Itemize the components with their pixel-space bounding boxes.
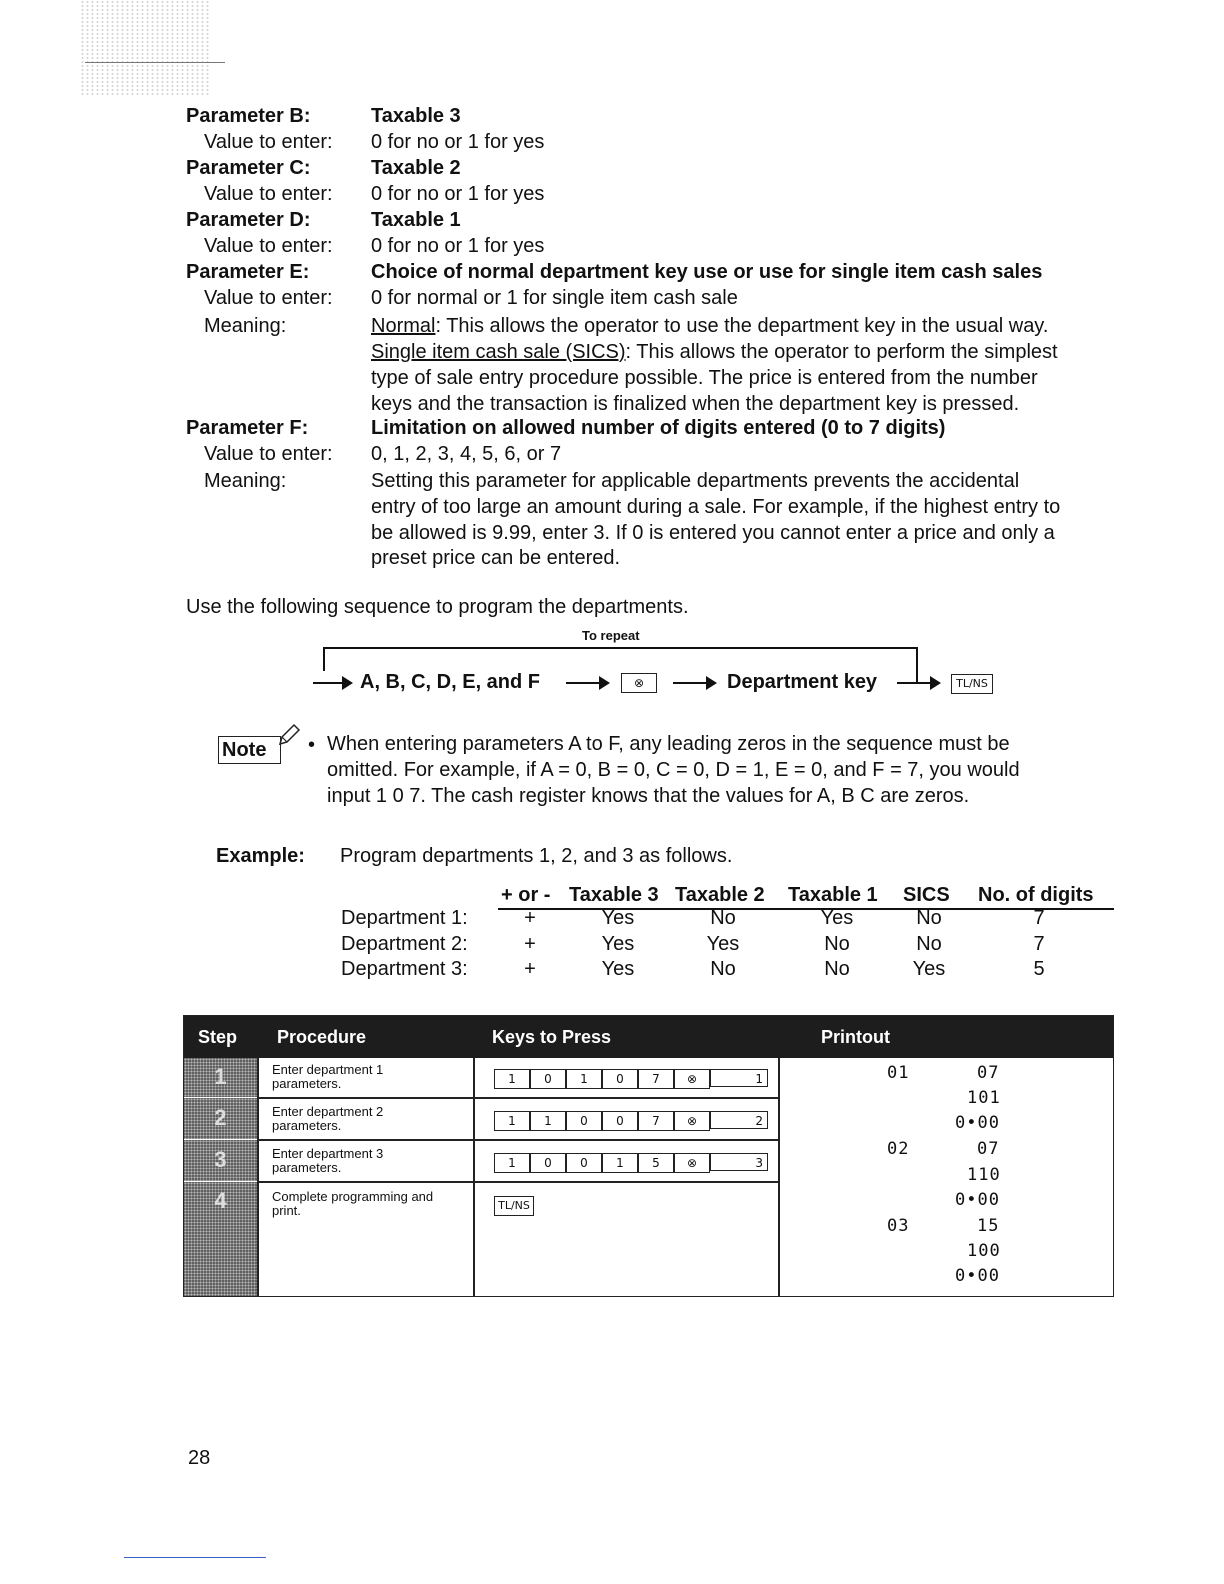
param-value: 0 for normal or 1 for single item cash sale [371,287,738,309]
dept-cell: No [916,933,942,955]
flow-step-params: A, B, C, D, E, and F [360,671,541,693]
row-divider [257,1097,778,1099]
param-value: 0 for no or 1 for yes [371,235,545,257]
dept-cell: 7 [1033,907,1045,929]
param-label: Value to enter: [204,235,333,257]
param-row [0,545,1224,571]
param-label: Parameter F: [186,417,309,439]
key-icon: 0 [602,1069,638,1089]
repeat-label: To repeat [582,628,640,643]
key-icon: 0 [530,1153,566,1173]
procedure-line: Enter department 3 [272,1146,384,1161]
key-icon: 1 [494,1069,530,1089]
key-icon: 1 [494,1153,530,1173]
key-icon: 1 [494,1111,530,1131]
key-icon: 1 [602,1153,638,1173]
param-value: 0, 1, 2, 3, 4, 5, 6, or 7 [371,443,562,465]
dept-cell: No [710,907,736,929]
dept-cell: + [524,958,536,980]
term-description: : This allows the operator to use the department key in the usual way. [435,315,1049,337]
param-value: Choice of normal department key use or use for single item cash sales [371,261,1043,283]
param-value: be allowed is 9.99, enter 3. If 0 is entered you cannot enter a price and only a [371,522,1055,544]
param-value: keys and the transaction is finalized when the department key is pressed. [371,393,1020,415]
header-underline [498,908,1114,910]
tlns-key-icon: TL/NS [951,674,993,694]
printout-left: 03 [887,1216,910,1236]
param-label: Parameter D: [186,209,311,231]
example-label: Example: [216,845,305,867]
header-procedure: Procedure [277,1027,367,1047]
arrow-icon [313,682,351,684]
printout-right: 07 [977,1139,1000,1159]
param-label: Parameter C: [186,157,311,179]
key-icon: 7 [638,1111,674,1131]
param-row [0,415,1224,441]
param-value [371,339,1058,365]
param-label: Value to enter: [204,287,333,309]
procedure-text [272,1105,383,1133]
printout-right: 0•00 [955,1113,1000,1133]
param-value: 0 for no or 1 for yes [371,131,545,153]
key-icon: 0 [530,1069,566,1089]
header-sics: SICS [903,884,950,906]
dept-cell: Yes [601,958,635,980]
note-line: input 1 0 7. The cash register knows that the values for A, B C are zeros. [327,785,970,807]
tlns-key-icon: TL/NS [494,1196,534,1216]
param-row [0,494,1224,520]
note-line: omitted. For example, if A = 0, B = 0, C = 0, D = 1, E = 0, and F = 7, you would [327,759,1020,781]
header-sign: + or - [501,884,551,906]
column-divider [778,1058,780,1296]
param-row [0,285,1224,311]
printout-right: 100 [967,1241,1001,1261]
header-taxable3: Taxable 3 [569,884,659,906]
param-value [371,313,1048,339]
printout-right: 15 [977,1216,1000,1236]
param-row [0,339,1224,365]
step-number: 3 [214,1147,227,1172]
dept-cell: No [710,958,736,980]
printout-left: 01 [887,1063,910,1083]
dept-cell: Yes [601,907,635,929]
multiply-key-icon: ⊗ [621,673,657,693]
param-row [0,520,1224,546]
param-value: Setting this parameter for applicable departments prevents the accidental [371,470,1020,492]
procedure-line: parameters. [272,1160,342,1175]
scan-speckle [80,0,210,95]
step-number: 2 [214,1105,227,1130]
page-number: 28 [188,1447,211,1469]
dept-cell: + [524,933,536,955]
procedure-line: Enter department 2 [272,1104,384,1119]
header-taxable1: Taxable 1 [788,884,878,906]
term-normal: Normal [371,315,436,337]
note-label: Note [218,736,281,764]
step-number: 4 [214,1188,227,1213]
header-keys: Keys to Press [492,1027,612,1047]
multiply-key-icon: ⊗ [674,1111,710,1131]
header-printout: Printout [821,1027,890,1047]
procedure-line: print. [272,1203,301,1218]
param-row [0,233,1224,259]
arrow-icon [673,682,715,684]
param-label: Meaning: [204,315,287,337]
param-value: Taxable 1 [371,209,461,231]
sequence-intro: Use the following sequence to program the departments. [186,596,689,618]
param-label: Value to enter: [204,443,333,465]
param-row [0,259,1224,285]
param-row [0,207,1224,233]
department-key-icon: 3 [710,1153,768,1171]
repeat-loop-top [323,647,917,649]
note-bullet: • [308,734,316,756]
dept-cell: Yes [706,933,740,955]
dept-cell: 7 [1033,933,1045,955]
arrow-icon [566,682,608,684]
dept-cell: Yes [912,958,946,980]
example-text: Program departments 1, 2, and 3 as follows. [340,845,733,867]
term-description: : This allows the operator to perform the simplest [625,341,1058,363]
procedure-line: parameters. [272,1076,342,1091]
dept-cell: Yes [820,907,854,929]
param-row [0,313,1224,339]
dept-row-label: Department 3: [341,958,468,980]
dept-cell: No [824,958,850,980]
param-label: Parameter B: [186,105,311,127]
printout-right: 101 [967,1088,1001,1108]
param-row [0,129,1224,155]
term-sics: Single item cash sale (SICS) [371,341,626,363]
department-key-icon: 2 [710,1111,768,1129]
dept-row-label: Department 2: [341,933,468,955]
param-row [0,391,1224,417]
key-icon: 0 [566,1111,602,1131]
key-icon: 0 [602,1111,638,1131]
printout-left: 02 [887,1139,910,1159]
procedure-text [272,1147,383,1175]
note-line: When entering parameters A to F, any leading zeros in the sequence must be [327,733,1010,755]
footer-rule [124,1557,266,1558]
param-row [0,468,1224,494]
key-icon: 0 [566,1153,602,1173]
dept-cell: 5 [1033,958,1045,980]
procedure-line: Enter department 1 [272,1062,384,1077]
arrow-icon [897,682,939,684]
procedure-table [183,1015,1114,1297]
key-icon: 1 [566,1069,602,1089]
dept-cell: + [524,907,536,929]
pencil-icon [276,722,302,748]
param-label: Meaning: [204,470,287,492]
key-icon: 1 [530,1111,566,1131]
header-step: Step [198,1027,238,1047]
department-key-icon: 1 [710,1069,768,1087]
printout-right: 07 [977,1063,1000,1083]
param-value: Taxable 3 [371,105,461,127]
param-row [0,181,1224,207]
repeat-loop-left [323,647,325,671]
procedure-line: parameters. [272,1118,342,1133]
printout-right: 110 [967,1165,1001,1185]
flow-step-department-key: Department key [727,671,878,693]
column-divider [257,1058,259,1296]
procedure-text [272,1063,383,1091]
dept-cell: No [824,933,850,955]
param-value: preset price can be entered. [371,547,621,569]
param-row [0,365,1224,391]
printout-right: 0•00 [955,1266,1000,1286]
multiply-key-icon: ⊗ [674,1153,710,1173]
table-header [184,1016,1113,1058]
param-value: 0 for no or 1 for yes [371,183,545,205]
param-row [0,441,1224,467]
repeat-loop-right [916,647,918,683]
step-number: 1 [214,1064,227,1089]
dept-cell: Yes [601,933,635,955]
row-divider [257,1181,778,1183]
header-digits: No. of digits [978,884,1094,906]
scan-line [85,62,225,63]
param-value: type of sale entry procedure possible. The price is entered from the number [371,367,1038,389]
dept-cell: No [916,907,942,929]
printout-right: 0•00 [955,1190,1000,1210]
key-icon: 7 [638,1069,674,1089]
param-row [0,103,1224,129]
key-icon: 5 [638,1153,674,1173]
column-divider [473,1058,475,1296]
param-label: Value to enter: [204,131,333,153]
param-value: Limitation on allowed number of digits entered (0 to 7 digits) [371,417,946,439]
param-row [0,155,1224,181]
procedure-text [272,1190,433,1218]
multiply-key-icon: ⊗ [674,1069,710,1089]
row-divider [257,1139,778,1141]
param-label: Value to enter: [204,183,333,205]
procedure-line: Complete programming and [272,1189,434,1204]
param-value: Taxable 2 [371,157,461,179]
param-label: Parameter E: [186,261,310,283]
header-taxable2: Taxable 2 [675,884,765,906]
dept-row-label: Department 1: [341,907,468,929]
param-value: entry of too large an amount during a sale. For example, if the highest entry to [371,496,1061,518]
